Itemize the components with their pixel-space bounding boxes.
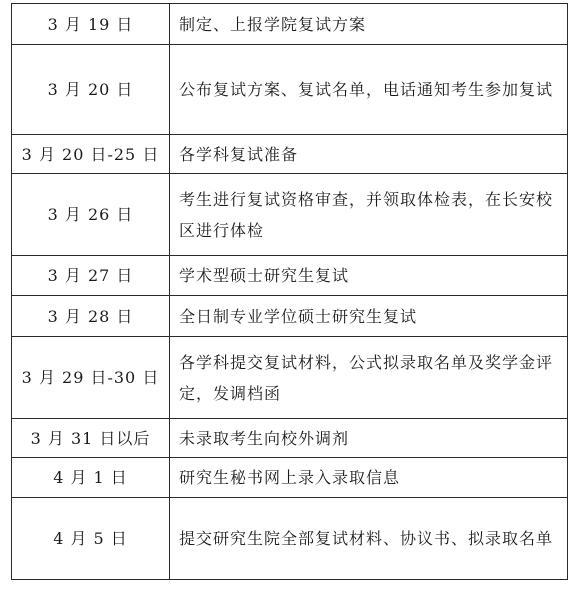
date-cell: 4 月 5 日 [12,498,170,580]
task-cell: 公布复试方案、复试名单，电话通知考生参加复试 [170,45,568,135]
date-cell: 3 月 26 日 [12,174,170,256]
date-cell: 4 月 1 日 [12,458,170,498]
table-row [12,296,568,337]
table-row [12,458,568,498]
task-cell: 各学科复试准备 [170,135,568,174]
date-cell: 3 月 20 日 [12,45,170,135]
date-cell: 3 月 27 日 [12,256,170,296]
task-cell: 学术型硕士研究生复试 [170,256,568,296]
table-row [12,498,568,580]
date-cell: 3 月 31 日以后 [12,419,170,458]
task-cell: 制定、上报学院复试方案 [170,4,568,45]
schedule-table [11,3,568,580]
date-cell: 3 月 29 日-30 日 [12,337,170,419]
task-cell: 各学科提交复试材料，公式拟录取名单及奖学金评定，发调档函 [170,337,568,419]
table-row [12,174,568,256]
table-row [12,419,568,458]
task-cell: 全日制专业学位硕士研究生复试 [170,296,568,337]
table-row [12,45,568,135]
table-row [12,4,568,45]
table-row [12,135,568,174]
date-cell: 3 月 28 日 [12,296,170,337]
task-cell: 研究生秘书网上录入录取信息 [170,458,568,498]
table-row [12,256,568,296]
date-cell: 3 月 19 日 [12,4,170,45]
task-cell: 未录取考生向校外调剂 [170,419,568,458]
task-cell: 考生进行复试资格审查，并领取体检表，在长安校区进行体检 [170,174,568,256]
date-cell: 3 月 20 日-25 日 [12,135,170,174]
table-row [12,337,568,419]
task-cell: 提交研究生院全部复试材料、协议书、拟录取名单 [170,498,568,580]
